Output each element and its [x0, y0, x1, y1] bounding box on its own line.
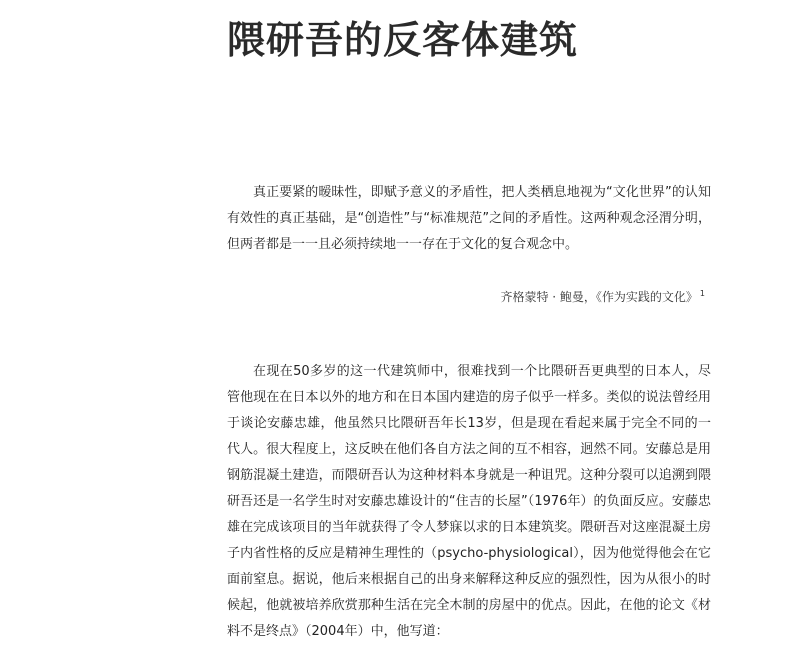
- footnote-marker[interactable]: 1: [699, 289, 705, 298]
- epigraph-quote: 真正要紧的暧昧性，即赋予意义的矛盾性，把人类栖息地视为“文化世界”的认知有效性的真正基础，是“创造性”与“标准规范”之间的矛盾性。这两种观念泾渭分明，但两者都是一一且必须持续地一一存在于文化的复合观念中。: [227, 185, 711, 252]
- attribution-text: 齐格蒙特 · 鲍曼，《作为实践的文化》: [500, 290, 698, 304]
- epigraph-attribution: [500, 284, 705, 307]
- chapter-title: 隈研吾的反客体建筑: [227, 18, 579, 62]
- body-paragraph: 在现在50多岁的这一代建筑师中，很难找到一个比隈研吾更典型的日本人，尽管他现在在日本以外的地方和在日本国内建造的房子似乎一样多。类似的说法曾经用于谈论安藤忠雄，他虽然只比隈研吾年长13岁，但是现在看起来属于完全不同的一代人。很大程度上，这反映在他们各自方法之间的互不相容，迥然不同。安藤总是用钢筋混凝土建造，而隈研吾认为这种材料本身就是一种诅咒。这种分裂可以追溯到隈研吾还是一名学生时对安藤忠雄设计的“住吉的长屋”（1976年）的负面反应。安藤忠雄在完成该项目的当年就获得了令人梦寐以求的日本建筑奖。隈研吾对这座混凝土房子内省性格的反应是精神生理性的（psycho-physiological），因为他觉得他会在它面前窒息。据说，他后来根据自己的出身来解释这种反应的强烈性，因为从很小的时候起，他就被培养欣赏那种生活在完全木制的房屋中的优点。因此，在他的论文《材料不是终点》（2004年）中，他写道：: [227, 364, 711, 639]
